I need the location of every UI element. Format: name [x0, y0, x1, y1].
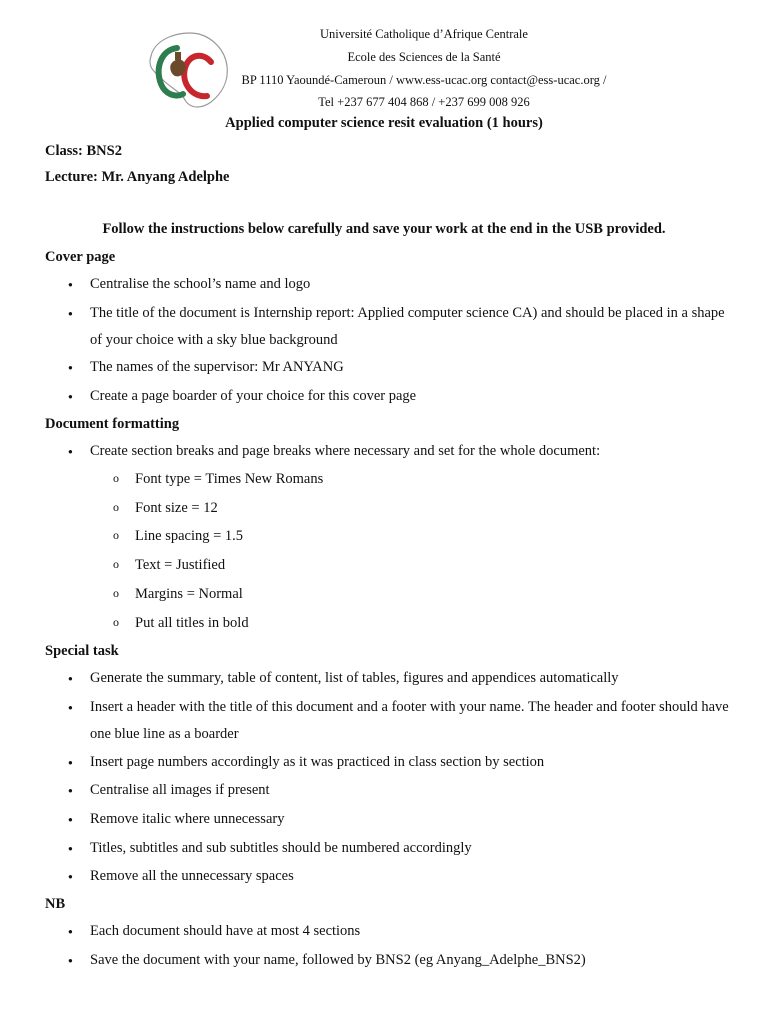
sub-list-item: o Put all titles in bold	[135, 615, 249, 632]
list-item: ● The title of the document is Internship report: Applied computer science CA) and should be placed in a shape of your choice with a sky blue background	[90, 300, 730, 354]
list-item: ● Remove italic where unnecessary	[90, 806, 730, 833]
list-item: ● Create a page boarder of your choice for this cover page	[90, 383, 730, 410]
list-item: ● The names of the supervisor: Mr ANYANG	[90, 354, 730, 381]
list-item: ● Create section breaks and page breaks where necessary and set for the whole document:	[90, 438, 730, 465]
list-item: ● Insert page numbers accordingly as it was practiced in class section by section	[90, 749, 730, 776]
special-heading: Special task	[45, 643, 119, 659]
sub-list-item: o Text = Justified	[135, 557, 225, 574]
list-item: ● Centralise all images if present	[90, 777, 730, 804]
class-line: Class: BNS2	[45, 143, 122, 159]
sub-list-item: o Margins = Normal	[135, 586, 243, 603]
sub-list-item: o Line spacing = 1.5	[135, 528, 243, 545]
sub-list-item: o Font size = 12	[135, 500, 218, 517]
list-item: ● Centralise the school’s name and logo	[90, 271, 730, 298]
school-name: Ecole des Sciences de la Santé	[347, 50, 501, 64]
nb-heading: NB	[45, 896, 66, 912]
university-name: Université Catholique d’Afrique Centrale	[320, 27, 528, 41]
list-item: ● Titles, subtitles and sub subtitles should be numbered accordingly	[90, 835, 730, 862]
address-line: BP 1110 Yaoundé-Cameroun / www.ess-ucac.org contact@ess-ucac.org /	[241, 73, 607, 87]
list-item: ● Each document should have at most 4 sections	[90, 918, 730, 945]
list-item: ● Remove all the unnecessary spaces	[90, 863, 730, 890]
cover-heading: Cover page	[45, 249, 116, 265]
list-item: ● Generate the summary, table of content, list of tables, figures and appendices automatically	[90, 665, 730, 692]
sub-list-item: o Font type = Times New Romans	[135, 471, 323, 488]
instructions: Follow the instructions below carefully and save your work at the end in the USB provided.	[102, 221, 666, 237]
lecture-line: Lecture: Mr. Anyang Adelphe	[45, 169, 230, 185]
list-item: ● Insert a header with the title of this document and a footer with your name. The header and footer should have one blue line as a boarder	[90, 694, 730, 748]
phone-line: Tel +237 677 404 868 / +237 699 008 926	[318, 95, 530, 109]
list-item: ● Save the document with your name, followed by BNS2 (eg Anyang_Adelphe_BNS2)	[90, 947, 730, 974]
formatting-heading: Document formatting	[45, 416, 180, 432]
document-title: Applied computer science resit evaluation (1 hours)	[225, 115, 543, 131]
